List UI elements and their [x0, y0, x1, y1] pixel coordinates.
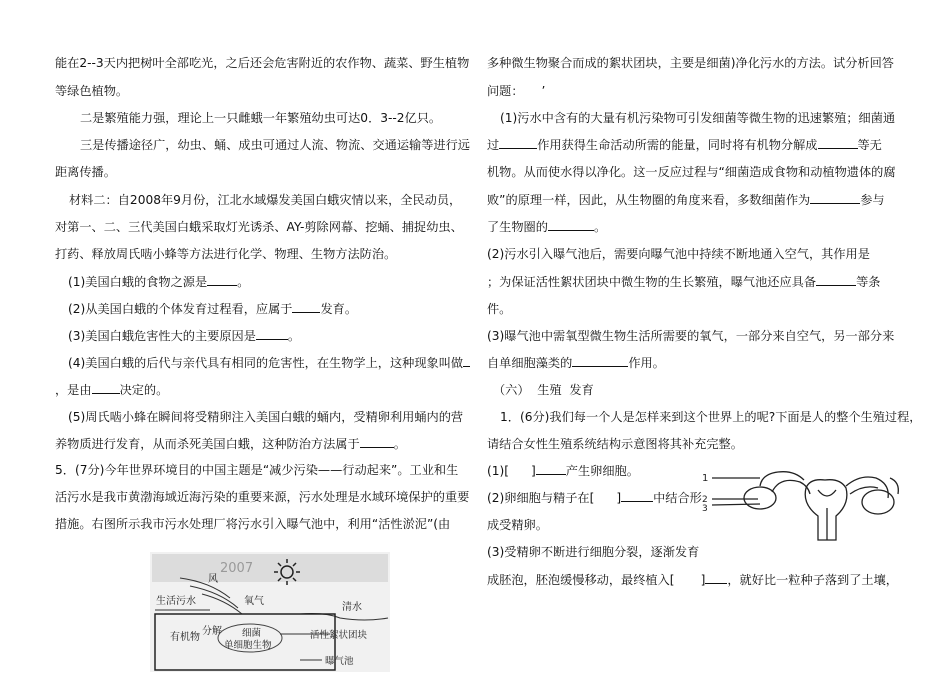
text-line: 能在2--3天内把树叶全部吃光，之后还会危害附近的农作物、蔬菜、野生植物	[55, 56, 470, 70]
label-1: 1	[702, 473, 709, 484]
question-3: (3)美国白蛾危害性大的主要原因是 。	[68, 329, 301, 343]
text-line: 1．(6分)我们每一个人是怎样来到这个世界上的呢?下面是人的整个生殖过程，	[500, 410, 922, 424]
section-heading: （六） 生殖 发育	[493, 383, 594, 397]
bacteria-label: 细菌	[242, 628, 262, 639]
answer-blank[interactable]	[816, 274, 856, 286]
problem-5-line: 活污水是我市黄渤海域近海污染的重要来源，污水处理是水域环境保护的重要	[55, 490, 470, 504]
text-line: 多种微生物聚合而成的絮状团块，主要是细菌)净化污水的方法。试分析回答	[487, 56, 894, 70]
answer-blank[interactable]	[810, 192, 860, 204]
floc-label: 活性絮状团块	[310, 630, 368, 641]
diagram-header: 2007	[220, 561, 254, 576]
text-line: 过 作用获得生命活动所需的能量，同时将有机物分解成 等无	[487, 138, 882, 152]
question-4-cont: ，是由 决定的。	[55, 383, 169, 397]
answer-blank[interactable]	[207, 274, 237, 286]
text-line: 问题： ’	[487, 84, 546, 98]
text-line: 等绿色植物。	[55, 84, 129, 98]
text-line: 对第一、二、三代美国白蛾采取灯光诱杀、AY-剪除网幕、挖蛹、捕捉幼虫、	[55, 220, 463, 234]
text-line: ；为保证活性絮状团块中微生物的生长繁殖，曝气池还应具备 等条	[487, 275, 881, 289]
text-line: (3)曝气池中需氧型微生物生活所需要的氧气，一部分来自空气，另一部分来	[487, 329, 895, 343]
answer-blank[interactable]	[463, 355, 470, 367]
label-3: 3	[702, 504, 708, 514]
text-line: 自单细胞藻类的 作用。	[487, 356, 665, 370]
text-line: 了生物圈的 。	[487, 220, 607, 234]
uterus-drawing	[700, 468, 910, 548]
text-line: 机物。从而使水得以净化。这一反应过程与“细菌造成食物和动植物遗体的腐	[487, 165, 896, 179]
question-5: (5)周氏啮小蜂在瞬间将受精卵注入美国白蛾的蛹内，受精卵利用蛹内的营	[68, 410, 464, 424]
text-line: 距离传播。	[55, 165, 116, 179]
text-line: 二是繁殖能力强，理论上一只雌蛾一年繁殖幼虫可达0．3--2亿只。	[80, 111, 442, 125]
answer-blank[interactable]	[572, 355, 628, 367]
answer-blank[interactable]	[705, 572, 727, 584]
text-line: 败”的原理一样，因此，从生物圈的角度来看，多数细菌作为 参与	[487, 193, 885, 207]
text-line: (1)污水中含有的大量有机污染物可引发细菌等微生物的迅速繁殖；细菌通	[500, 111, 896, 125]
text-line: 材料二：自2008年9月份，江北水域爆发美国白蛾灾情以来，全民动员，	[69, 193, 462, 207]
clean-water-label: 清水	[342, 602, 362, 613]
left-ovary	[744, 487, 776, 509]
diagram-drawing	[150, 552, 390, 672]
label-2: 2	[702, 495, 708, 505]
right-ovary	[862, 490, 894, 514]
sub-question-1: (1)[ ] 产生卵细胞。	[487, 464, 639, 478]
uterus	[805, 480, 847, 540]
answer-blank[interactable]	[536, 463, 566, 475]
question-5-cont: 养物质进行发育，从而杀死美国白蛾，这种防治方法属于 。	[55, 437, 406, 451]
text-line: 三是传播途径广，幼虫、蛹、成虫可通过人流、物流、交通运输等进行远	[80, 138, 470, 152]
oxygen-label: 氧气	[244, 596, 264, 607]
organic-label: 有机物	[170, 632, 200, 643]
problem-5-line: 5．(7分)今年世界环境目的中国主题是“减少污染——行动起来”。工业和生	[55, 463, 459, 477]
text-line: (2)污水引入曝气池后，需要向曝气池中持续不断地通入空气，其作用是	[487, 247, 870, 261]
answer-blank[interactable]	[548, 219, 594, 231]
sub-question-3: (3)受精卵不断进行细胞分裂，逐渐发育	[487, 545, 700, 559]
question-2: (2)从美国白蛾的个体发育过程看，应属于 发育。	[68, 302, 358, 316]
decompose-label: 分解	[202, 626, 222, 637]
answer-blank[interactable]	[92, 382, 120, 394]
question-4: (4)美国白蛾的后代与亲代具有相同的危害性，在生物学上，这种现象叫做	[68, 355, 470, 371]
answer-blank[interactable]	[256, 328, 288, 340]
answer-blank[interactable]	[292, 301, 320, 313]
text-line: 成受精卵。	[487, 518, 548, 532]
sub-question-2: (2)卵细胞与精子在[ ] 中结合形	[487, 491, 702, 505]
answer-blank[interactable]	[621, 490, 653, 502]
sub-question-3-cont: 成胚泡，胚泡缓慢移动，最终植入[ ] ，就好比一粒种子落到了土壤，	[487, 573, 898, 587]
tank-label: 曝气池	[325, 656, 354, 667]
reproductive-system-diagram	[700, 468, 910, 548]
algae-label: 单细胞生物	[224, 640, 272, 651]
problem-5-line: 措施。右图所示我市污水处理厂将污水引入曝气池中，利用“活性淤泥”(由	[55, 517, 451, 531]
answer-blank[interactable]	[360, 436, 394, 448]
answer-blank[interactable]	[499, 137, 537, 149]
text-line: 打药、释放周氏啮小蜂等方法进行化学、物理、生物方法防治。	[55, 247, 397, 261]
text-line: 件。	[487, 302, 512, 316]
sewage-label: 生活污水	[156, 596, 196, 607]
sewage-treatment-diagram	[150, 552, 390, 672]
answer-blank[interactable]	[818, 137, 858, 149]
question-1: (1)美国白蛾的食物之源是 。	[68, 275, 250, 289]
wind-label: 风	[208, 574, 218, 585]
text-line: 请结合女性生殖系统结构示意图将其补充完整。	[487, 437, 743, 451]
